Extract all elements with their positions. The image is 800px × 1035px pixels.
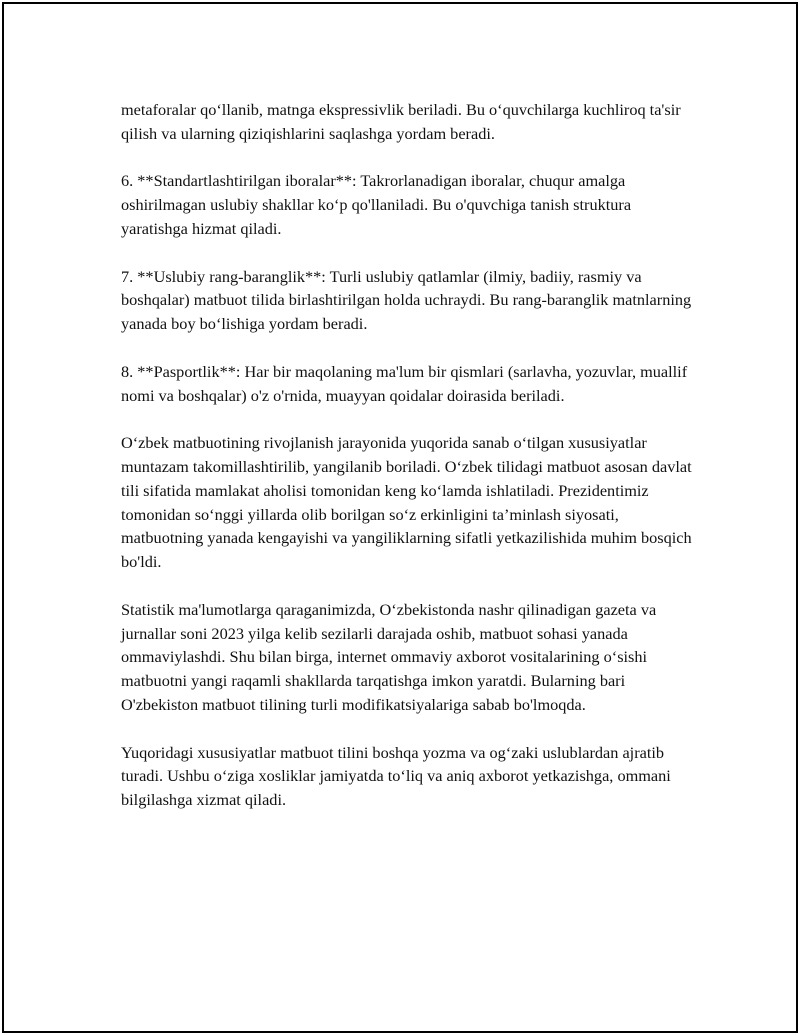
paragraph-conclusion: Yuqoridagi xususiyatlar matbuot tilini boshqa yozma va og‘zaki uslublardan ajratib turadi. Ushbu o‘ziga xosliklar jamiyatda to‘liq va aniq axborot yetkazishga, ommani bilgilashga xizmat qiladi. bbox=[121, 742, 671, 810]
paragraph-standard-phrases: 6. **Standartlashtirilgan iboralar**: Takrorlanadigan iboralar, chuqur amalga oshirilmagan uslubiy shakllar ko‘p qo'llaniladi. Bu o'quvchiga tanish struktura yaratishga hizmat qiladi. bbox=[121, 171, 632, 238]
paragraph-passport: 8. **Pasportlik**: Har bir maqolaning ma'lum bir qismlari (sarlavha, yozuvlar, muallif nomi va boshqalar) o'z o'rnida, muayyan qoidalar doirasida beriladi. bbox=[121, 361, 688, 405]
document-body bbox=[121, 98, 701, 836]
paragraph-statistics: Statistik ma'lumotlarga qaraganimizda, O‘zbekistonda nashr qilinadigan gazeta va jurnallar soni 2023 yilga kelib sezilarli darajada oshib, matbuot sohasi yanada ommaviylashdi. Shu bilan birga, internet ommaviy axborot vositalarining o‘sishi matbuotni yangi raqamli shakllarda tarqatishga imkon yaratdi. Bularning bari O'zbekiston matbuot tilining turli modifikatsiyalariga sabab bo'lmoqda. bbox=[121, 599, 657, 714]
paragraph-press-development: O‘zbek matbuotining rivojlanish jarayonida yuqorida sanab o‘tilgan xususiyatlar muntazam takomillashtirilib, yangilanib boriladi. O‘zbek tilidagi matbuot asosan davlat tili sifatida mamlakat aholisi tomonidan keng ko‘lamda ishlatiladi. Prezidentimiz tomonidan so‘nggi yillarda olib borilgan so‘z erkinligini ta’minlash siyosati, matbuotning yanada kengayishi va yangiliklarning sifatli yetkazilishida muhim bosqich bo'ldi. bbox=[121, 433, 692, 572]
paragraph-metaphors: metaforalar qo‘llanib, matnga ekspressivlik beriladi. Bu o‘quvchilarga kuchliroq ta'sir qilish va ularning qiziqishlarini saqlashga yordam beradi. bbox=[121, 100, 681, 143]
paragraph-stylistic-variety: 7. **Uslubiy rang-baranglik**: Turli uslubiy qatlamlar (ilmiy, badiiy, rasmiy va boshqalar) matbuot tilida birlashtirilgan holda uchraydi. Bu rang-baranglik matnlarning yanada boy bo‘lishiga yordam beradi. bbox=[121, 266, 692, 334]
page-frame bbox=[2, 2, 798, 1033]
